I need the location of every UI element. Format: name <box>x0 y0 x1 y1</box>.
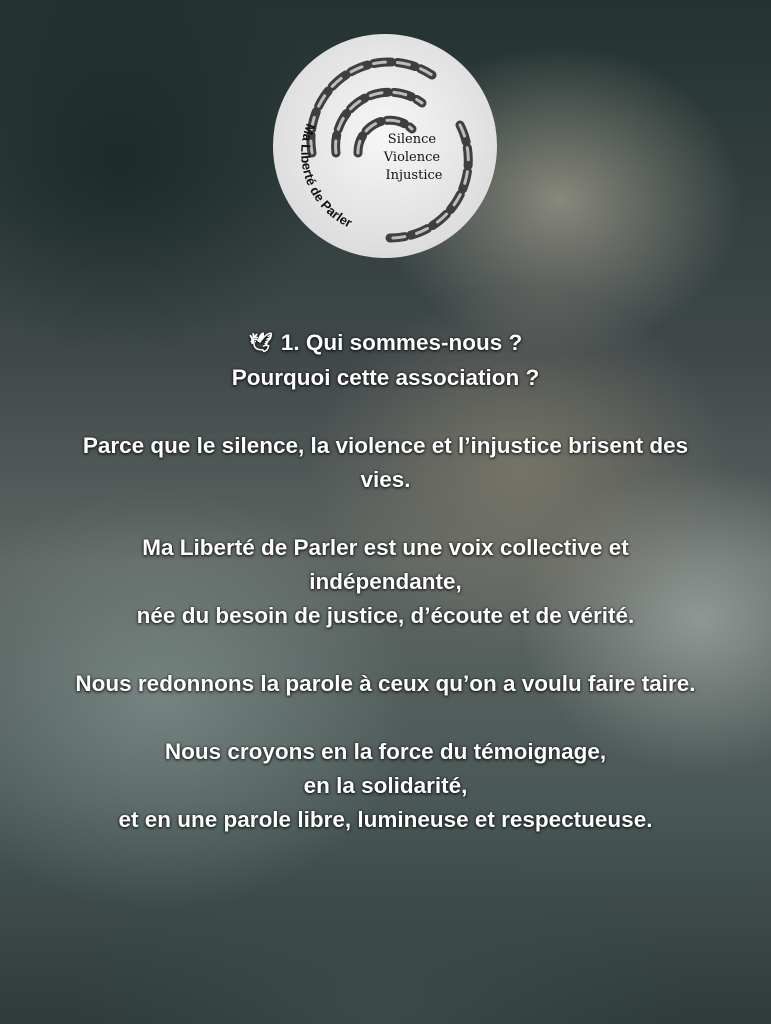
paragraph-2-line-1: Ma Liberté de Parler est une voix collective et <box>142 535 629 560</box>
heading-title: 1. Qui sommes-nous ? <box>280 330 523 355</box>
dove-icon: 🕊 <box>248 333 273 354</box>
paragraph-4-line-3: et en une parole libre, lumineuse et respectueuse. <box>118 807 653 832</box>
broken-chain-logo-graphic <box>272 33 498 259</box>
paragraph-2-line-3: née du besoin de justice, d’écoute et de vérité. <box>136 603 635 628</box>
heading-line-2: Pourquoi cette association ? <box>231 365 540 390</box>
logo-line-violence: Violence <box>383 150 441 165</box>
heading-line-1 <box>0 326 771 361</box>
paragraph-3-line-1: Nous redonnons la parole à ceux qu’on a voulu faire taire. <box>75 671 696 696</box>
logo-line-silence: Silence <box>387 132 437 147</box>
svg-text:Silence Violence I <box>383 132 444 183</box>
paragraph-4-line-1: Nous croyons en la force du témoignage, <box>164 739 607 764</box>
paragraph-2-line-2: indépendante, <box>309 569 462 594</box>
paragraph-4-line-2: en la solidarité, <box>303 773 468 798</box>
logo-ring-text: Ma Liberté de Parler <box>298 121 355 231</box>
association-logo <box>272 33 498 259</box>
paragraph-1-line-2: vies. <box>360 467 411 492</box>
paragraph-1-line-1: Parce que le silence, la violence et l’injustice brisent des <box>82 433 689 458</box>
about-text-block <box>0 326 771 837</box>
logo-line-injustice: Injustice <box>385 168 443 183</box>
